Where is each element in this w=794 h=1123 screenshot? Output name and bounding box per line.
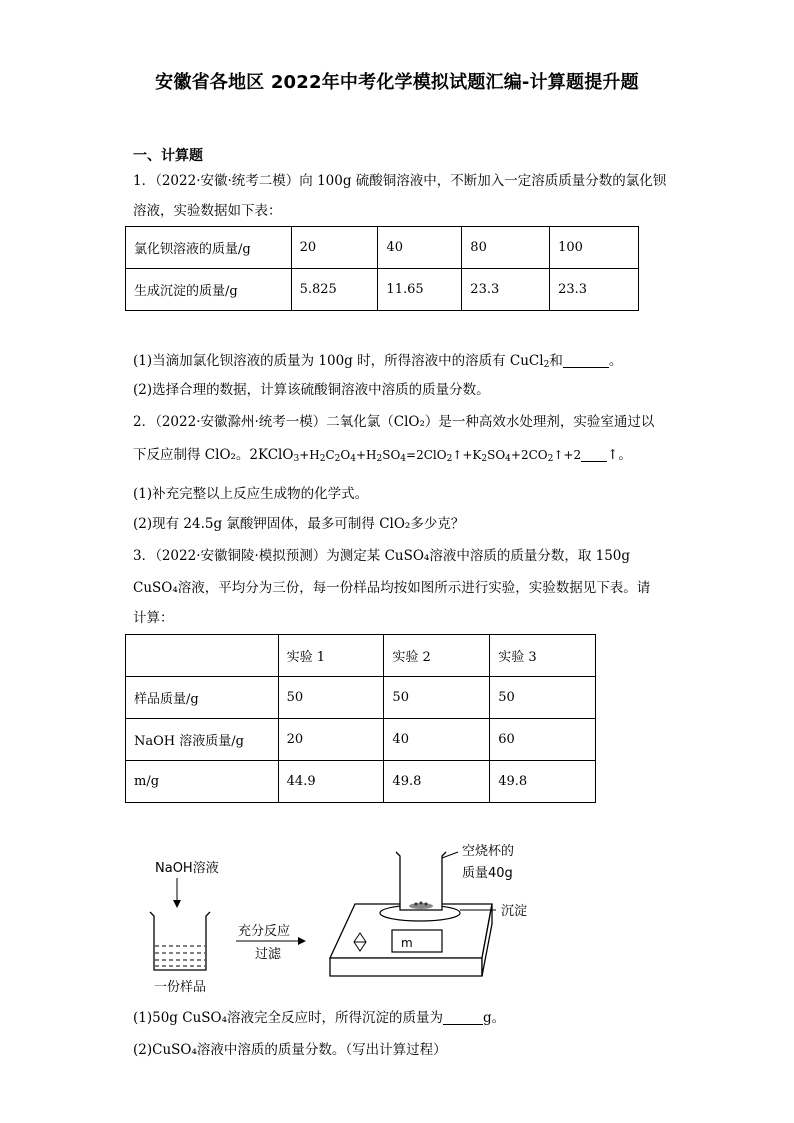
q2-sub2: (2)现有 24.5g 氯酸钾固体，最多可制得 ClO₂多少克？ xyxy=(133,516,465,532)
arrow-head-icon xyxy=(173,900,181,908)
q1-data-table xyxy=(125,226,639,311)
table-cell: 100 xyxy=(550,227,639,269)
answer-blank[interactable] xyxy=(563,353,609,368)
naoh-label: NaOH溶液 xyxy=(155,861,219,876)
q3-sub1-end: g。 xyxy=(483,1010,506,1026)
subscript: 2 xyxy=(543,360,550,370)
precipitate-label: 沉淀 xyxy=(501,904,528,919)
q2-stem-text: 下反应制得 ClO₂。2KClO xyxy=(133,447,294,463)
q3-stem-line1: 3．（2022·安徽铜陵·模拟预测）为测定某 CuSO₄溶液中溶质的质量分数，取 150g xyxy=(133,548,631,564)
table-row xyxy=(126,761,596,803)
cup-label-1: 空烧杯的 xyxy=(462,844,515,859)
cup-label-2: 质量40g xyxy=(462,866,513,881)
answer-blank[interactable] xyxy=(443,1010,483,1025)
table-cell: 23.3 xyxy=(462,269,550,311)
experiment-diagram xyxy=(140,838,560,998)
table-cell: 40 xyxy=(378,227,462,269)
table-cell: 44.9 xyxy=(278,761,384,803)
table-cell: 49.8 xyxy=(490,761,596,803)
filter-label: 过滤 xyxy=(255,947,282,962)
table-cell xyxy=(126,635,279,677)
table-cell: 50 xyxy=(278,677,384,719)
q1-sub1 xyxy=(133,351,622,375)
table-cell: 60 xyxy=(490,719,596,761)
sample-label: 一份样品 xyxy=(154,980,207,995)
q3-stem-line3: 计算： xyxy=(133,610,174,626)
table-cell: 20 xyxy=(291,227,378,269)
q1-sub2: (2)选择合理的数据，计算该硫酸铜溶液中溶质的质量分数。 xyxy=(133,382,490,398)
table-row xyxy=(126,635,596,677)
table-cell: NaOH 溶液质量/g xyxy=(126,719,279,761)
page-title: 安徽省各地区 2022年中考化学模拟试题汇编-计算题提升题 xyxy=(155,72,639,93)
table-cell: 50 xyxy=(384,677,490,719)
q1-sub1-end: 。 xyxy=(608,353,623,369)
empty-beaker-icon xyxy=(396,852,446,910)
q3-sub2: (2)CuSO₄溶液中溶质的质量分数。（写出计算过程） xyxy=(133,1042,447,1058)
balance-display: m xyxy=(401,936,413,950)
table-cell: 40 xyxy=(384,719,490,761)
table-row xyxy=(126,269,639,311)
q3-sub1 xyxy=(133,1008,505,1028)
table-cell: m/g xyxy=(126,761,279,803)
q2-stem-line2 xyxy=(133,445,632,469)
table-cell: 实验 3 xyxy=(490,635,596,677)
q2-equation: $_3+H_2C_2O_4+H_2SO_4=2ClO_2↑+K_2SO_4+2CO_2↑+2$ xyxy=(293,448,582,464)
table-row xyxy=(126,677,596,719)
q1-stem-line1: 1．（2022·安徽·统考二模）向 100g 硫酸铜溶液中，不断加入一定溶质质量分数的氯化钡 xyxy=(133,173,667,189)
q3-stem-line2: CuSO₄溶液，平均分为三份，每一份样品均按如图所示进行实验，实验数据见下表。请 xyxy=(133,580,651,596)
reaction-label: 充分反应 xyxy=(238,924,291,939)
table-cell: 氯化钡溶液的质量/g xyxy=(126,227,292,269)
q1-stem-line2: 溶液，实验数据如下表： xyxy=(133,203,282,219)
q2-stem-line1: 2．（2022·安徽滁州·统考一模）二氧化氯（ClO₂）是一种高效水处理剂，实验室通过以 xyxy=(133,414,655,430)
q2-sub1: (1)补充完整以上反应生成物的化学式。 xyxy=(133,486,369,502)
q3-data-table xyxy=(125,634,596,803)
arrow-head-icon xyxy=(298,937,306,945)
table-cell: 49.8 xyxy=(384,761,490,803)
table-cell: 样品质量/g xyxy=(126,677,279,719)
answer-blank[interactable] xyxy=(581,447,607,462)
q1-sub1-text: (1)当滴加氯化钡溶液的质量为 100g 时，所得溶液中的溶质有 CuCl xyxy=(133,353,544,369)
table-cell: 实验 2 xyxy=(384,635,490,677)
table-cell: 5.825 xyxy=(291,269,378,311)
sample-beaker-icon xyxy=(150,912,210,970)
table-row xyxy=(126,719,596,761)
table-cell: 生成沉淀的质量/g xyxy=(126,269,292,311)
table-cell: 实验 1 xyxy=(278,635,384,677)
q1-sub1-text-2: 和 xyxy=(549,353,563,369)
table-cell: 23.3 xyxy=(550,269,639,311)
section-heading: 一、计算题 xyxy=(133,148,203,164)
table-cell: 50 xyxy=(490,677,596,719)
table-cell: 80 xyxy=(462,227,550,269)
q2-equation-end: ↑。 xyxy=(607,447,632,463)
q3-sub1-text: (1)50g CuSO₄溶液完全反应时，所得沉淀的质量为 xyxy=(133,1010,443,1026)
table-cell: 11.65 xyxy=(378,269,462,311)
table-cell: 20 xyxy=(278,719,384,761)
table-row xyxy=(126,227,639,269)
